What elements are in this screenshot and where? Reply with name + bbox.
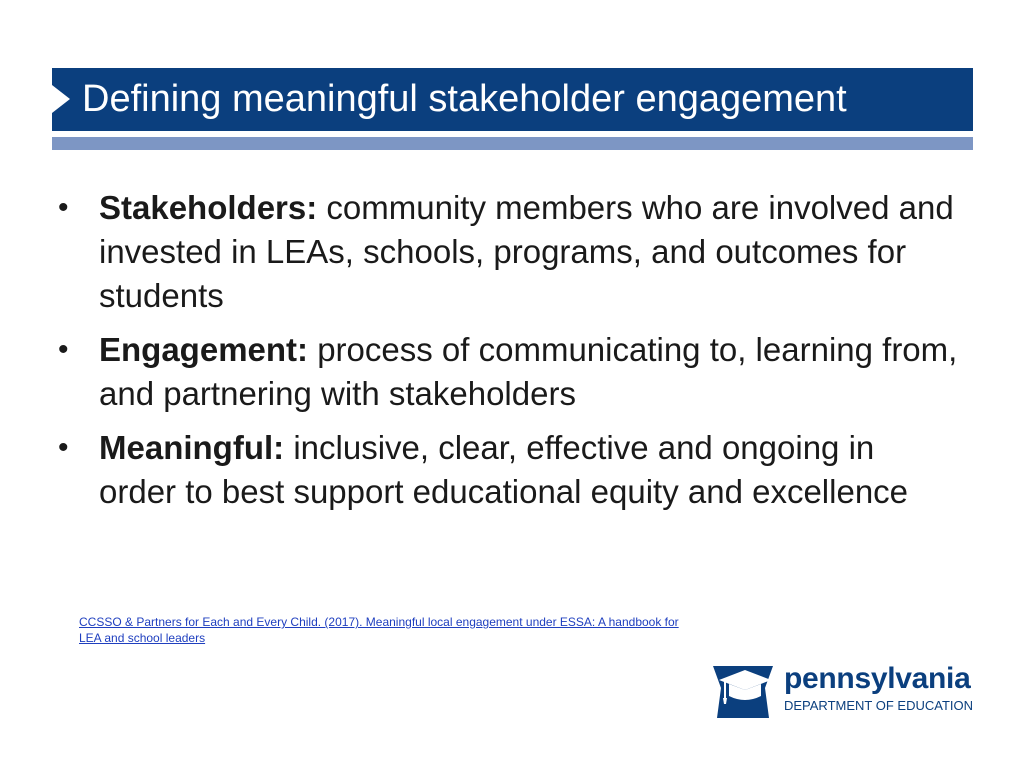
title-divider xyxy=(52,137,973,150)
bullet-text: process of communicating to, learning from, and partnering with stakeholders xyxy=(99,331,958,412)
bullet-meaningful xyxy=(58,426,958,514)
bullet-term: Stakeholders: xyxy=(99,189,318,226)
bullet-stakeholders xyxy=(58,186,958,318)
bullet-engagement xyxy=(58,328,958,416)
bullet-icon: • xyxy=(58,333,69,366)
bullet-term: Meaningful: xyxy=(99,429,285,466)
bullet-text: community members who are involved and invested in LEAs, schools, programs, and outcomes for students xyxy=(99,189,954,314)
bullet-icon: • xyxy=(58,191,69,224)
slide-title: Defining meaningful stakeholder engagement xyxy=(82,78,847,120)
bullet-icon: • xyxy=(58,431,69,464)
title-bar xyxy=(52,68,973,131)
logo-name: pennsylvania xyxy=(784,662,971,695)
pa-education-logo xyxy=(711,658,976,722)
keystone-graduation-cap-icon xyxy=(711,658,775,720)
bullet-term: Engagement: xyxy=(99,331,309,368)
logo-department: DEPARTMENT OF EDUCATION xyxy=(784,698,973,713)
bullet-list xyxy=(58,186,958,524)
bullet-text: inclusive, clear, effective and ongoing in order to best support educational equity and excellence xyxy=(99,429,909,510)
citation-link[interactable]: CCSSO & Partners for Each and Every Child. (2017). Meaningful local engagement under ESSA: A handbook for LEA and school leaders xyxy=(79,615,679,645)
arrow-icon xyxy=(52,85,70,113)
